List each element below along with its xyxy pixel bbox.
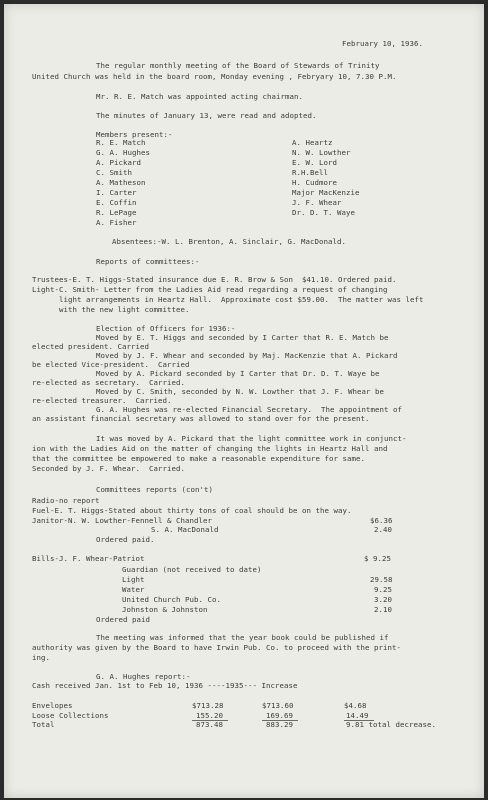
motion-line: that the committee be empowered to make a reasonable expenditure for same.	[32, 454, 365, 463]
election-line: an assistant financial secretary was allowed to stand over for the present.	[32, 414, 370, 423]
election-line: elected president. Carried	[32, 342, 149, 351]
cash-1935: 883.29	[266, 720, 293, 729]
bills-amount: $ 9.25	[364, 554, 391, 563]
cash-received-line: Cash received Jan. 1st to Feb 10, 1936 ----1935--- Increase	[32, 681, 298, 690]
member-right: E. W. Lord	[292, 158, 337, 167]
bill-label: Water	[122, 585, 145, 594]
bills-label: Bills-J. F. Whear-Patriot	[32, 554, 145, 563]
cash-diff: 14.49	[346, 711, 369, 720]
motion-line: ion with the Ladies Aid on the matter of changing the lights in Heartz Hall and	[32, 444, 388, 453]
radio-line: Radio-no report	[32, 496, 100, 505]
motion-line: Seconded by J. F. Whear. Carried.	[32, 464, 185, 473]
bill-label: Johnston & Johnston	[122, 605, 208, 614]
bill-label: Guardian (not received to date)	[122, 565, 262, 574]
election-line: Moved by E. T. Higgs and seconded by I Carter that R. E. Match be	[96, 333, 389, 342]
cash-1936: $713.28	[192, 701, 224, 710]
janitor-amount: $6.36	[370, 516, 393, 525]
light-line: light arrangements in Heartz Hall. Approximate cost $59.00. The matter was left	[32, 295, 424, 304]
cash-1935: 169.69	[266, 711, 293, 720]
bill-amount: 2.10	[374, 605, 392, 614]
minutes-line: The minutes of January 13, were read and adopted.	[96, 111, 317, 120]
election-line: Moved by A. Pickard seconded by I Carter that Dr. D. T. Waye be	[96, 369, 380, 378]
bill-amount: 3.20	[374, 595, 392, 604]
member-right: J. F. Whear	[292, 198, 342, 207]
members-heading: Members present:-	[96, 130, 173, 139]
janitor-label: S. A. MacDonald	[151, 525, 219, 534]
member-left: A. Matheson	[96, 178, 146, 187]
member-left: R. E. Match	[96, 138, 146, 147]
election-line: G. A. Hughes was re-elected Financial Secretary. The appointment of	[96, 405, 402, 414]
bill-amount: 9.25	[374, 585, 392, 594]
member-left: R. LePage	[96, 208, 137, 217]
absentees-line: Absentees:-W. L. Brenton, A. Sinclair, G. MacDonald.	[112, 237, 346, 246]
reports-heading: Reports of committees:-	[96, 257, 200, 266]
election-line: Moved by J. F. Whear and seconded by Maj. MacKenzie that A. Pickard	[96, 351, 398, 360]
light-line: with the new light committee.	[32, 305, 190, 314]
member-left: A. Pickard	[96, 158, 141, 167]
meeting-date: February 10, 1936.	[342, 39, 423, 48]
cash-row-label: Total	[32, 720, 55, 729]
election-line: re-elected as secretary. Carried.	[32, 378, 185, 387]
committees-heading: Committees reports (con't)	[96, 485, 213, 494]
light-line: Light-C. Smith- Letter from the Ladies Aid read regarding a request of changing	[32, 285, 388, 294]
member-right: R.H.Bell	[292, 168, 328, 177]
member-left: C. Smith	[96, 168, 132, 177]
cash-diff: $4.68	[344, 701, 367, 710]
cash-1936: 155.20	[196, 711, 223, 720]
bill-amount: 29.58	[370, 575, 393, 584]
document-page	[4, 4, 484, 798]
cash-1936: 873.48	[196, 720, 223, 729]
election-heading: Election of Officers for 1936:-	[96, 324, 236, 333]
member-left: I. Carter	[96, 188, 137, 197]
chairman-line: Mr. R. E. Match was appointed acting chairman.	[96, 92, 303, 101]
yearbook-line: ing.	[32, 653, 50, 662]
cash-diff: 9.81 total decrease.	[346, 720, 436, 729]
intro-line-2: United Church was held in the board room, Monday evening , Febryary 10, 7.30 P.M.	[32, 72, 397, 81]
bill-label: Light	[122, 575, 145, 584]
election-line: re-elected treasurer. Carried.	[32, 396, 172, 405]
fuel-line: Fuel-E. T. Higgs-Stated about thirty tons of coal should be on the way.	[32, 506, 352, 515]
motion-line: It was moved by A. Pickard that the light committee work in conjunct-	[96, 434, 407, 443]
member-right: H. Cudmore	[292, 178, 337, 187]
cash-row-label: Loose Collections	[32, 711, 109, 720]
hughes-report-heading: G. A. Hughes report:-	[96, 672, 191, 681]
member-right: Major MacKenzie	[292, 188, 360, 197]
member-left: E. Coffin	[96, 198, 137, 207]
member-left: A. Fisher	[96, 218, 137, 227]
member-right: Dr. D. T. Waye	[292, 208, 355, 217]
cash-1935: $713.60	[262, 701, 294, 710]
member-right: N. W. Lowther	[292, 148, 351, 157]
janitor-amount: 2.40	[374, 525, 392, 534]
cash-row-label: Envelopes	[32, 701, 73, 710]
janitor-label: Janitor-N. W. Lowther-Fennell & Chandler	[32, 516, 212, 525]
election-line: be elected Vice-president. Carried	[32, 360, 190, 369]
yearbook-line: authority was given by the Board to have Irwin Pub. Co. to proceed with the print-	[32, 643, 401, 652]
member-left: G. A. Hughes	[96, 148, 150, 157]
trustees-line: Trustees-E. T. Higgs-Stated insurance due E. R. Brow & Son $41.10. Ordered paid.	[32, 275, 397, 284]
bill-label: United Church Pub. Co.	[122, 595, 221, 604]
election-line: Moved by C. Smith, seconded by N. W. Lowther that J. F. Whear be	[96, 387, 384, 396]
ordered-paid: Ordered paid.	[96, 535, 155, 544]
yearbook-line: The meeting was informed that the year book could be published if	[96, 633, 389, 642]
intro-line-1: The regular monthly meeting of the Board of Stewards of Trinity	[96, 61, 380, 70]
ordered-paid: Ordered paid	[96, 615, 150, 624]
member-right: A. Heartz	[292, 138, 333, 147]
